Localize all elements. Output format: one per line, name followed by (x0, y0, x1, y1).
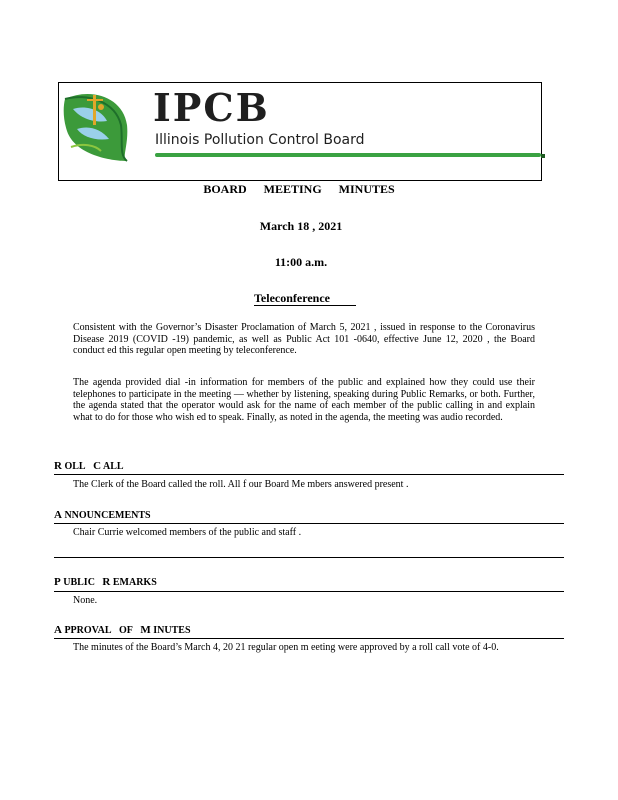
meeting-format-label: Teleconference (254, 291, 356, 306)
section-rule (54, 523, 564, 524)
letterhead (58, 82, 542, 181)
approval-of-minutes-heading (54, 624, 191, 637)
heading-rest: OF (119, 625, 133, 636)
intro-paragraph: Consistent with the Governor’s Disaster Proclamation of March 5, 2021 , issued in response to the Coronavirus Disease 2019 (COVID -19) pandemic, as well as Public Act 101 -0640, effective June 12, 2020 , the Board conduct ed this regular open meeting by teleconference. (73, 322, 535, 356)
roll-call-text: The Clerk of the Board called the roll. All f our Board Me mbers answered present . (73, 479, 409, 490)
heading-initial: A (54, 624, 62, 636)
meeting-date: March 18 , 2021 (259, 219, 343, 233)
heading-initial: C (93, 460, 102, 472)
heading-initial: M (140, 624, 151, 636)
public-remarks-heading (54, 576, 157, 589)
agenda-paragraph: The agenda provided dial -in information for members of the public and explained how they could use their telephones to participate in the meeting — whether by listening, speaking during Public Remarks, or both. Further, the agenda stated that the operator would ask for the name of each member of the public calling in and explain what to do for those who wish ed to speak. Finally, as noted in the agenda, the meeting was audio recorded. (73, 377, 535, 423)
heading-rest: PPROVAL (64, 625, 112, 636)
section-rule (54, 638, 564, 639)
heading-rest: OLL (64, 461, 86, 472)
heading-rest: UBLIC (63, 577, 95, 588)
announcements-text: Chair Currie welcomed members of the public and staff . (73, 527, 302, 538)
heading-rest: EMARKS (112, 577, 157, 588)
leaf-logo-icon (61, 85, 131, 163)
heading-initial: P (54, 576, 61, 588)
heading-rest: NNOUNCEMENTS (64, 510, 151, 521)
heading-rest: ALL (102, 461, 124, 472)
approval-of-minutes-text: The minutes of the Board’s March 4, 20 21 regular open m eeting were approved by a roll call vote of 4-0. (73, 642, 499, 653)
letterhead-corner-mark (541, 154, 545, 158)
meeting-time: 11:00 a.m. (274, 255, 328, 269)
heading-initial: R (54, 460, 62, 472)
section-rule (54, 591, 564, 592)
announcements-heading (54, 509, 151, 522)
organization-abbreviation: IPCB (153, 85, 270, 130)
section-rule (54, 557, 564, 558)
roll-call-heading (54, 460, 124, 473)
organization-name: Illinois Pollution Control Board (155, 132, 365, 148)
public-remarks-text: None. (73, 595, 98, 606)
section-rule (54, 474, 564, 475)
heading-initial: R (102, 576, 111, 588)
heading-rest: INUTES (153, 625, 191, 636)
meeting-format (0, 291, 614, 305)
heading-initial: A (54, 509, 62, 521)
document-title: BOARD MEETING MINUTES (203, 182, 395, 196)
letterhead-rule (155, 153, 541, 157)
